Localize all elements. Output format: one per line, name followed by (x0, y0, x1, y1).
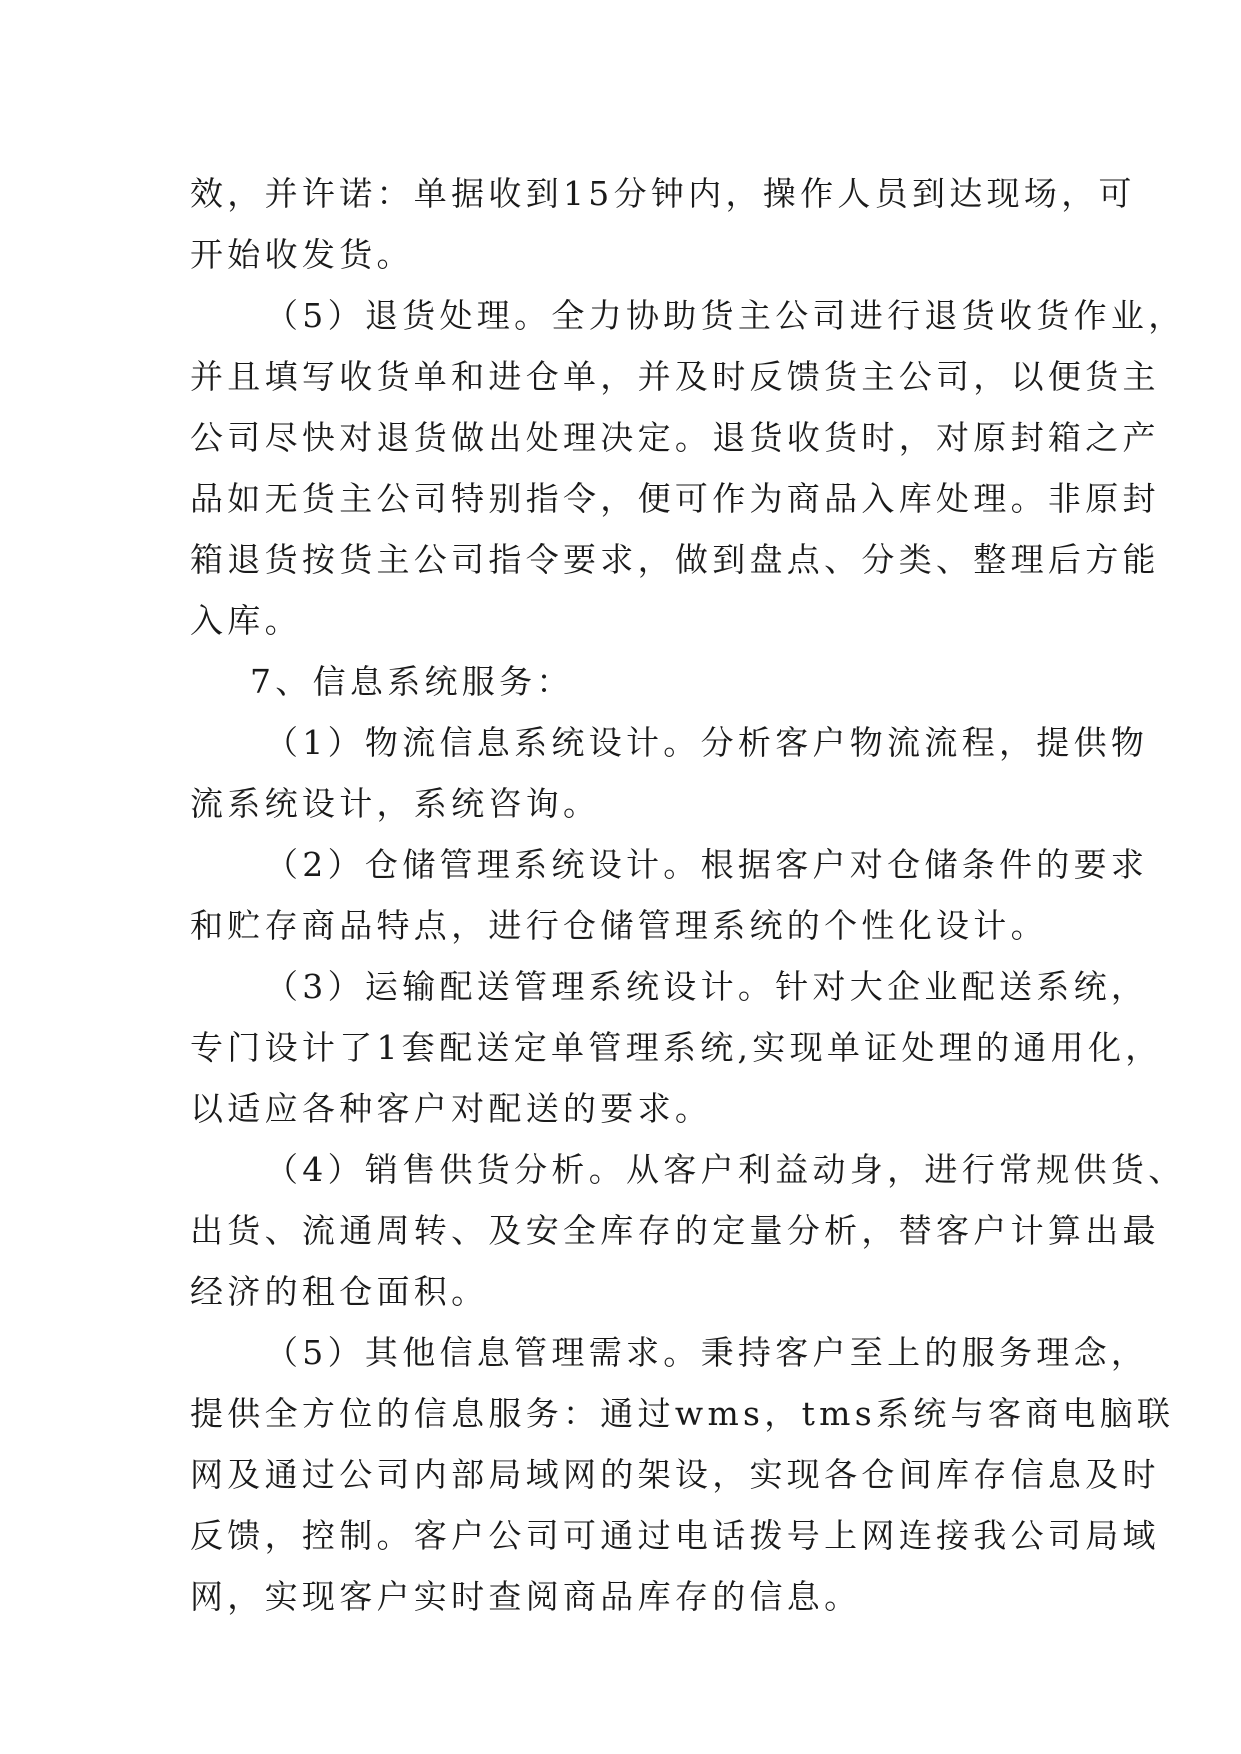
text-line: 入库。 (190, 601, 302, 640)
text-line: （5）退货处理。全力协助货主公司进行退货收货作业， (265, 296, 1186, 335)
paragraph-returns-handling (190, 285, 1186, 651)
text-line: 以适应各种客户对配送的要求。 (190, 1089, 713, 1128)
paragraph-transport-system (190, 956, 1163, 1139)
text-line: 网，实现客户实时查阅商品库存的信息。 (190, 1577, 862, 1616)
section-heading: 7、信息系统服务： (250, 662, 574, 701)
paragraph-logistics-system (190, 712, 1149, 834)
paragraph-warehouse-system (190, 834, 1149, 956)
text-line: 箱退货按货主公司指令要求，做到盘点、分类、整理后方能 (190, 540, 1160, 579)
text-line: 开始收发货。 (190, 235, 414, 274)
text-line: 并且填写收货单和进仓单，并及时反馈货主公司，以便货主 (190, 357, 1160, 396)
text-line: 经济的租仓面积。 (190, 1272, 489, 1311)
text-line: 出货、流通周转、及安全库存的定量分析，替客户计算出最 (190, 1211, 1160, 1250)
section-heading-info-system (190, 651, 1070, 712)
text-line: 品如无货主公司特别指令，便可作为商品入库处理。非原封 (190, 479, 1160, 518)
paragraph-continuation (190, 163, 1136, 285)
text-line: 专门设计了1套配送定单管理系统,实现单证处理的通用化， (190, 1028, 1163, 1067)
text-line: 反馈，控制。客户公司可通过电话拨号上网连接我公司局域 (190, 1516, 1160, 1555)
text-line: （1）物流信息系统设计。分析客户物流流程，提供物 (265, 723, 1149, 762)
paragraph-other-info-needs (190, 1322, 1175, 1627)
document-body (190, 163, 1186, 1627)
text-line: 流系统设计，系统咨询。 (190, 784, 601, 823)
paragraph-sales-analysis (190, 1139, 1186, 1322)
text-line: （2）仓储管理系统设计。根据客户对仓储条件的要求 (265, 845, 1149, 884)
text-line: （4）销售供货分析。从客户利益动身，进行常规供货、 (265, 1150, 1186, 1189)
text-line: 提供全方位的信息服务：通过wms，tms系统与客商电脑联 (190, 1394, 1175, 1433)
text-line: （3）运输配送管理系统设计。针对大企业配送系统， (265, 967, 1149, 1006)
text-line: 网及通过公司内部局域网的架设，实现各仓间库存信息及时 (190, 1455, 1160, 1494)
text-line: 效，并许诺：单据收到15分钟内，操作人员到达现场，可 (190, 174, 1136, 213)
text-line: （5）其他信息管理需求。秉持客户至上的服务理念， (265, 1333, 1149, 1372)
text-line: 公司尽快对退货做出处理决定。退货收货时，对原封箱之产 (190, 418, 1160, 457)
text-line: 和贮存商品特点，进行仓储管理系统的个性化设计。 (190, 906, 1048, 945)
